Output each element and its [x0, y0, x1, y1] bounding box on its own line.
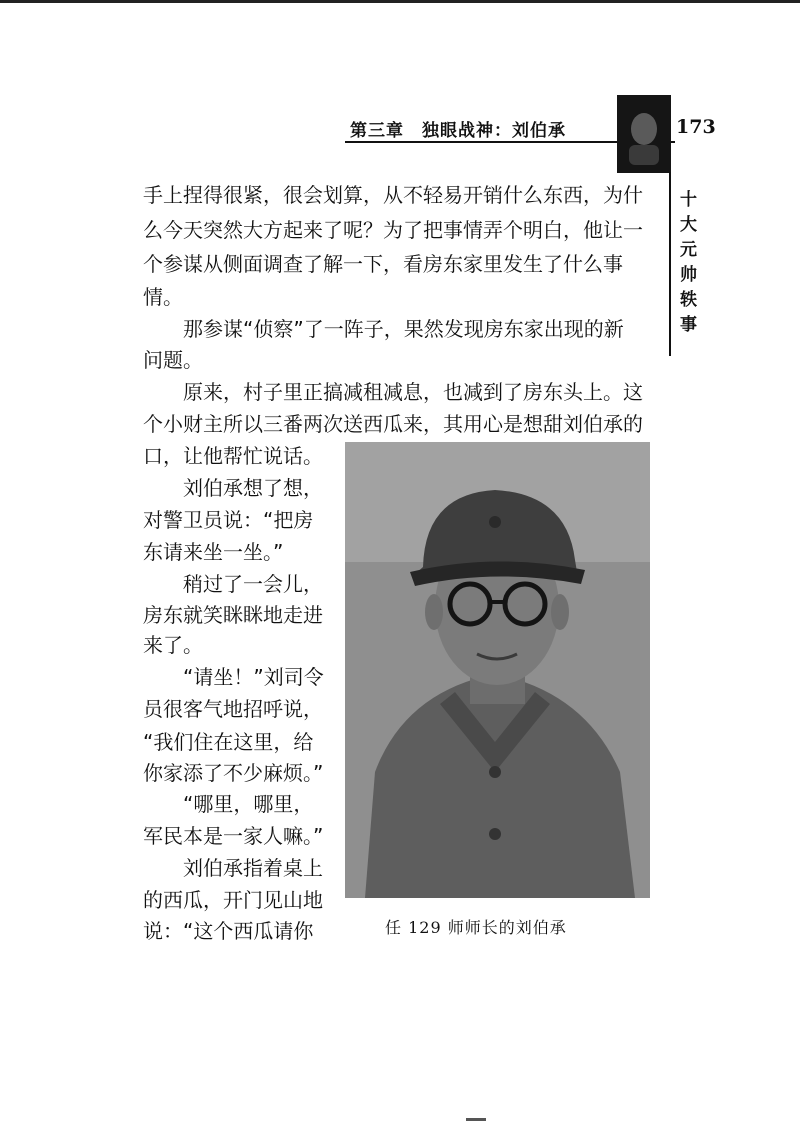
text-line: 稍过了一会儿， — [183, 572, 323, 596]
text-line: 刘伯承指着桌上 — [183, 856, 323, 880]
text-line: 你家添了不少麻烦。” — [143, 761, 324, 785]
text-line: 个参谋从侧面调查了解一下，看房东家里发生了什么事 — [143, 252, 623, 276]
photo-caption: 任 129 师师长的刘伯承 — [385, 918, 567, 937]
text-line: 的西瓜，开门见山地 — [143, 888, 323, 912]
chapter-thumb-tab — [617, 95, 671, 173]
text-line: “请坐！”刘司令 — [183, 665, 324, 689]
top-border-rule — [0, 0, 800, 3]
text-line: 手上捏得很紧，很会划算，从不轻易开销什么东西，为什 — [143, 183, 643, 207]
text-line: 原来，村子里正搞减租减息，也减到了房东头上。这 — [183, 380, 643, 404]
text-line: 那参谋“侦察”了一阵子，果然发现房东家出现的新 — [183, 317, 624, 341]
text-line: “哪里，哪里， — [183, 792, 314, 816]
text-line: 刘伯承想了想， — [183, 476, 323, 500]
text-line: 房东就笑眯眯地走进 — [143, 603, 323, 627]
page-number: 173 — [676, 116, 716, 138]
text-line: 说：“这个西瓜请你 — [143, 919, 314, 943]
text-line: 问题。 — [143, 348, 203, 372]
text-line: 军民本是一家人嘛。” — [143, 824, 324, 848]
text-line: “我们住在这里，给 — [143, 730, 314, 754]
text-line: 个小财主所以三番两次送西瓜来，其用心是想甜刘伯承的 — [143, 412, 643, 436]
text-line: 东请来坐一坐。” — [143, 540, 284, 564]
text-line: 么今天突然大方起来了呢？为了把事情弄个明白，他让一 — [143, 218, 643, 242]
text-line: 员很客气地招呼说， — [143, 697, 323, 721]
footer-mark — [466, 1118, 486, 1121]
side-book-title: 十大元帅轶事 — [676, 190, 696, 340]
portrait-image — [345, 442, 650, 898]
text-line: 情。 — [143, 285, 183, 309]
text-line: 口，让他帮忙说话。 — [143, 444, 323, 468]
text-line: 来了。 — [143, 633, 203, 657]
portrait-photo — [345, 442, 650, 898]
portrait-thumbnail-icon — [617, 95, 671, 173]
text-line: 对警卫员说：“把房 — [143, 508, 314, 532]
running-header: 第三章 独眼战神：刘伯承 — [350, 121, 566, 141]
